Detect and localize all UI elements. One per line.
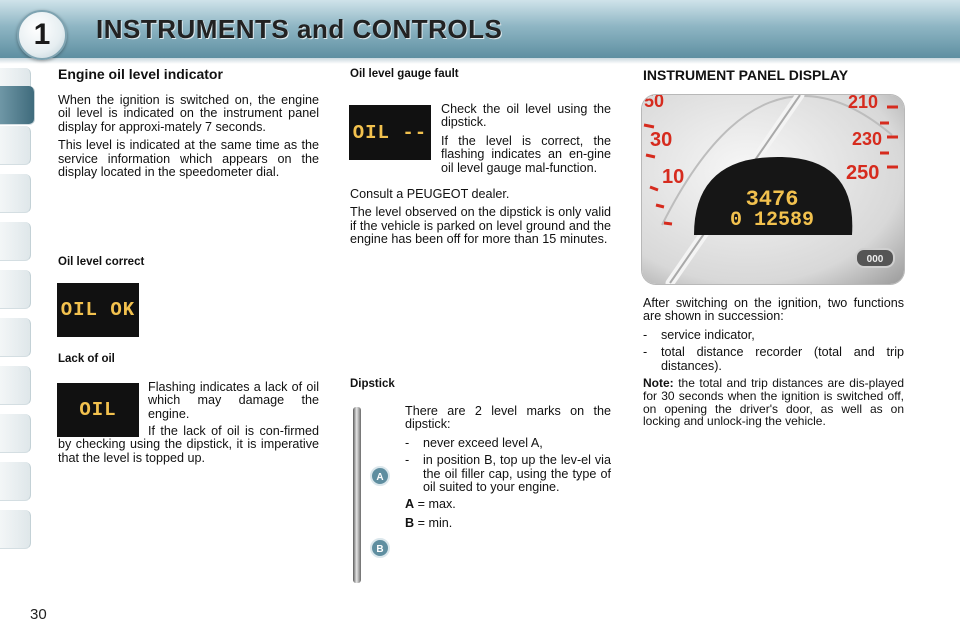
mark-b-badge <box>371 539 389 557</box>
paragraph: Check the oil level using the dipstick. <box>441 102 611 130</box>
lcd-line-2: 0 12589 <box>729 209 815 232</box>
dipstick-list <box>405 437 611 495</box>
chapter-tab[interactable] <box>0 366 31 405</box>
lack-of-oil-text-2 <box>58 425 319 470</box>
list-item <box>643 329 904 342</box>
dipstick-text <box>405 405 611 535</box>
oil-lack-display: OIL <box>57 383 139 437</box>
dial-number: 230 <box>852 129 883 149</box>
list-dash: - <box>405 435 410 450</box>
chapter-tab[interactable] <box>0 270 31 309</box>
dipstick-illustration <box>344 405 396 585</box>
note-text: the total and trip distances are dis-played for 30 seconds when the ignition is switched off, on opening the driver's door, as well as on locking and unlock-ing the vehicle. <box>643 376 905 429</box>
note-paragraph <box>643 377 904 428</box>
paragraph: After switching on the ignition, two functions are shown in succession: <box>643 296 904 324</box>
paragraph: There are 2 level marks on the dipstick: <box>405 404 611 432</box>
trip-reset-button-label: 000 <box>866 254 884 265</box>
chapter-tab[interactable] <box>0 222 31 261</box>
page-title: INSTRUMENTS and CONTROLS <box>96 14 503 44</box>
display-functions-list <box>643 329 904 373</box>
paragraph: Consult a PEUGEOT dealer. <box>350 187 510 201</box>
mark-a-text: = max. <box>417 497 456 512</box>
oil-fault-display: OIL -- <box>349 105 431 160</box>
dial-number: 250 <box>846 162 880 184</box>
chapter-tab[interactable] <box>0 318 31 357</box>
section-title: INSTRUMENT PANEL DISPLAY <box>643 67 849 83</box>
list-dash: - <box>405 453 410 468</box>
chapter-tab[interactable] <box>0 414 31 453</box>
dipstick-rod <box>353 407 361 583</box>
dial-number: 10 <box>662 166 685 188</box>
paragraph: The level observed on the dipstick is only valid if the vehicle is parked on level ground and the engine has been off for more than 15 minutes. <box>350 205 611 247</box>
fault-text <box>441 103 611 180</box>
page-number: 30 <box>30 606 47 623</box>
paragraph: If the lack of oil is con-firmed by checking using the dipstick, it is imperative that the level is topped up. <box>58 424 319 465</box>
list-item <box>405 437 611 450</box>
dial-number: 210 <box>848 95 879 112</box>
subsection-title: Dipstick <box>350 378 395 390</box>
mark-a-badge-label: A <box>376 472 384 483</box>
subsection-title: Oil level gauge fault <box>350 68 459 80</box>
speedometer-photo <box>642 95 904 284</box>
lcd-line-1: 3476 <box>745 187 799 212</box>
column-engine-oil <box>58 66 319 184</box>
chapter-tab[interactable] <box>0 174 31 213</box>
dial-number: 30 <box>650 129 673 151</box>
chapter-number-badge: 1 <box>17 10 67 60</box>
subsection-title: Lack of oil <box>58 353 115 365</box>
mark-b-text: = min. <box>417 515 453 530</box>
list-item-text: service indicator, <box>661 327 755 342</box>
paragraph: Flashing indicates a lack of oil which may damage the engine. <box>148 380 319 421</box>
list-item <box>643 346 904 373</box>
list-item-text: never exceed level A, <box>423 435 543 450</box>
list-dash: - <box>643 327 648 342</box>
display-text <box>643 297 904 428</box>
chapter-side-tabs <box>0 64 32 574</box>
list-item <box>405 454 611 494</box>
paragraph: If the level is correct, the flashing indicates an en-gine oil level gauge mal-function. <box>441 133 611 175</box>
dial-ticks-right <box>880 107 898 167</box>
mark-b-badge-label: B <box>376 544 384 555</box>
chapter-tab[interactable] <box>0 126 31 165</box>
paragraph: When the ignition is switched on, the engine oil level is indicated on the instrument panel display for approxi-mately 7 seconds. <box>58 93 319 134</box>
mark-a-label: A <box>405 497 415 512</box>
subsection-title: Oil level correct <box>58 256 145 268</box>
list-item-text: in position B, top up the lev-el via the oil filler cap, using the type of oil suited to your engine. <box>423 453 611 495</box>
paragraph: This level is indicated at the same time as the service information which appears on the display located in the speedometer dial. <box>58 138 319 180</box>
mark-b-legend <box>405 517 611 530</box>
chapter-tab-active[interactable] <box>0 86 35 125</box>
mark-a-badge <box>371 467 389 485</box>
list-item-text: total distance recorder (total and trip distances). <box>661 345 904 373</box>
header-shadow <box>0 58 960 64</box>
chapter-tab[interactable] <box>0 510 31 549</box>
lack-of-oil-text <box>148 381 319 426</box>
dial-number-50-partial: 50 <box>644 95 665 111</box>
section-title: Engine oil level indicator <box>58 66 223 82</box>
list-dash: - <box>643 345 648 360</box>
mark-b-label: B <box>405 515 415 530</box>
chapter-tab[interactable] <box>0 462 31 501</box>
dealer-text <box>350 188 611 252</box>
note-label: Note: <box>643 376 674 391</box>
oil-ok-display: OIL OK <box>57 283 139 337</box>
speedometer-dial <box>642 95 904 284</box>
mark-a-legend <box>405 498 611 511</box>
